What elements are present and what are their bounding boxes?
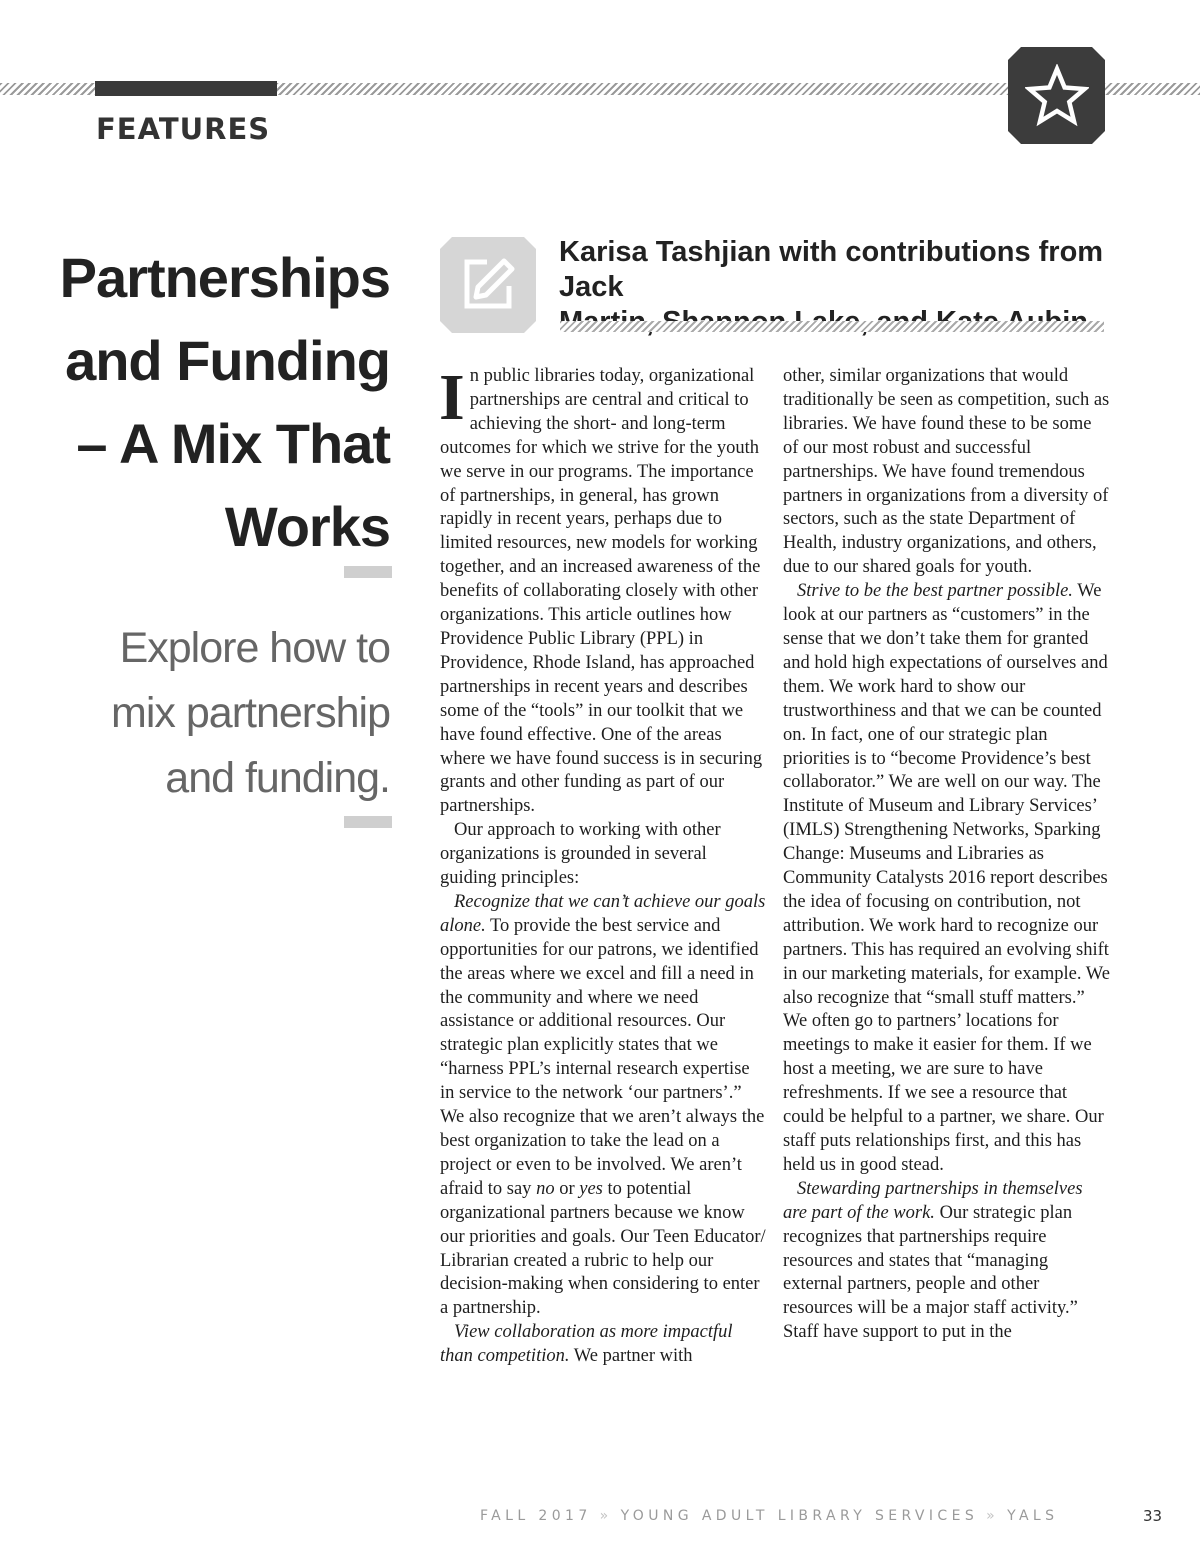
footer-org: YALS: [1007, 1508, 1059, 1524]
header-accent-block: [95, 81, 277, 96]
footer-separator: »: [986, 1508, 1000, 1524]
principle-heading: Stewarding partnerships in themselves are part of the work.: [783, 1178, 1083, 1223]
title-line: Partnerships: [59, 246, 390, 309]
footer-separator: »: [599, 1508, 613, 1524]
title-line: Works: [224, 495, 390, 558]
byline-line: Karisa Tashjian with contributions from Jack: [559, 236, 1104, 303]
body-column-left: [439, 361, 767, 1369]
body-paragraph: In public libraries today, organizational partnerships are central and critical to achieving the short- and long-term outcomes for which we strive for the youth we serve in our programs. The importance of partnerships, in general, has grown rapidly in recent years, perhaps due to limited resources, new models for working together, and an increased awareness of the benefits of collaborating closely with other organizations. This article outlines how Providence Public Library (PPL) in Providence, Rhode Island, has approached partnerships in recent years and describes some of the “tools” in our toolkit that we have found effective. One of the areas where we have found success is in securing grants and other funding as part of our partnerships.: [439, 361, 763, 817]
running-footer: [480, 1508, 1058, 1524]
star-icon: [1025, 64, 1089, 128]
principle-heading: Strive to be the best partner possible.: [797, 581, 1073, 602]
body-paragraph: Strive to be the best partner possible. We look at our partners as “customers” in the sense that we don’t take them for granted and hold high expectations of ourselves and them. We work hard to show our trustworthiness and that we can be counted on. In fact, one of our strategic plan priorities is to “become Providence’s best collaborator.” We are well on our way. The Institute of Museum and Library Services’ (IMLS) Strengthening Networks, Sparking Change: Museums and Libraries as Community Catalysts 2016 report describes the idea of focusing on contribution, not attribution. We work hard to recognize our partners. This has required an evolving shift in our marketing materials, for example. We also recognize that “small stuff matters.” We often go to partners’ locations for meetings to make it easier for them. If we host a meeting, we are sure to have refreshments. If we see a resource that could be helpful to a partner, we share. Our staff puts relationships first, and this has held us in good stead.: [783, 581, 1110, 1175]
body-column-right: [783, 365, 1110, 1345]
body-paragraph: View collaboration as more impactful than competition. We partner with: [440, 1322, 733, 1367]
article-deck: [30, 616, 390, 811]
title-divider-bottom: [344, 816, 392, 828]
drop-cap: I: [439, 361, 465, 434]
footer-journal: YOUNG ADULT LIBRARY SERVICES: [620, 1508, 979, 1524]
article-title: [30, 236, 390, 568]
footer-season: FALL 2017: [480, 1508, 592, 1524]
title-line: and Funding: [65, 329, 390, 392]
title-divider-top: [344, 566, 392, 578]
principle-heading: View collaboration as more impactful than competition.: [440, 1322, 733, 1367]
body-paragraph: other, similar organizations that would traditionally be seen as competition, such as libraries. We have found these to be some of our most robust and successful partnerships. We have found tremendous partners in organizations from a diversity of sectors, such as the state Department of Health, industry organizations, and others, due to our shared goals for youth.: [783, 366, 1110, 578]
section-label: FEATURES: [96, 112, 271, 146]
deck-line: Explore how to: [119, 624, 390, 672]
byline-hatch-rule: [560, 321, 1104, 332]
pencil-edit-icon: [457, 254, 519, 316]
deck-line: mix partnership: [111, 689, 390, 737]
principle-heading: Recognize that we can’t achieve our goals alone.: [440, 891, 766, 936]
body-paragraph: Recognize that we can’t achieve our goals alone. To provide the best service and opportunities for our patrons, we identified the areas where we excel and fill a need in the community and where we need assistance or additional resources. Our strategic plan explicitly states that we “harness PPL’s internal research expertise in service to the network ‘our partners’.” We also recognize that we aren’t always the best organization to take the lead on a project or even to be involved. We aren’t afraid to say no or yes to potential organizational partners because we know our priorities and goals. Our Teen Educator/ Librarian created a rubric to help our decision-making when considering to enter a partnership.: [440, 891, 766, 1319]
deck-line: and funding.: [165, 754, 390, 802]
body-paragraph: Our approach to working with other organizations is grounded in several guiding principles:: [440, 820, 721, 889]
star-badge: [1008, 47, 1105, 144]
page-number: 33: [1143, 1507, 1163, 1525]
title-line: – A Mix That: [76, 412, 390, 475]
body-paragraph: Stewarding partnerships in themselves are part of the work. Our strategic plan recognizes that partnerships require resources and states that “managing external partners, people and other resources will be a major staff activity.” Staff have support to put in the: [783, 1178, 1083, 1343]
pencil-badge: [440, 237, 536, 333]
